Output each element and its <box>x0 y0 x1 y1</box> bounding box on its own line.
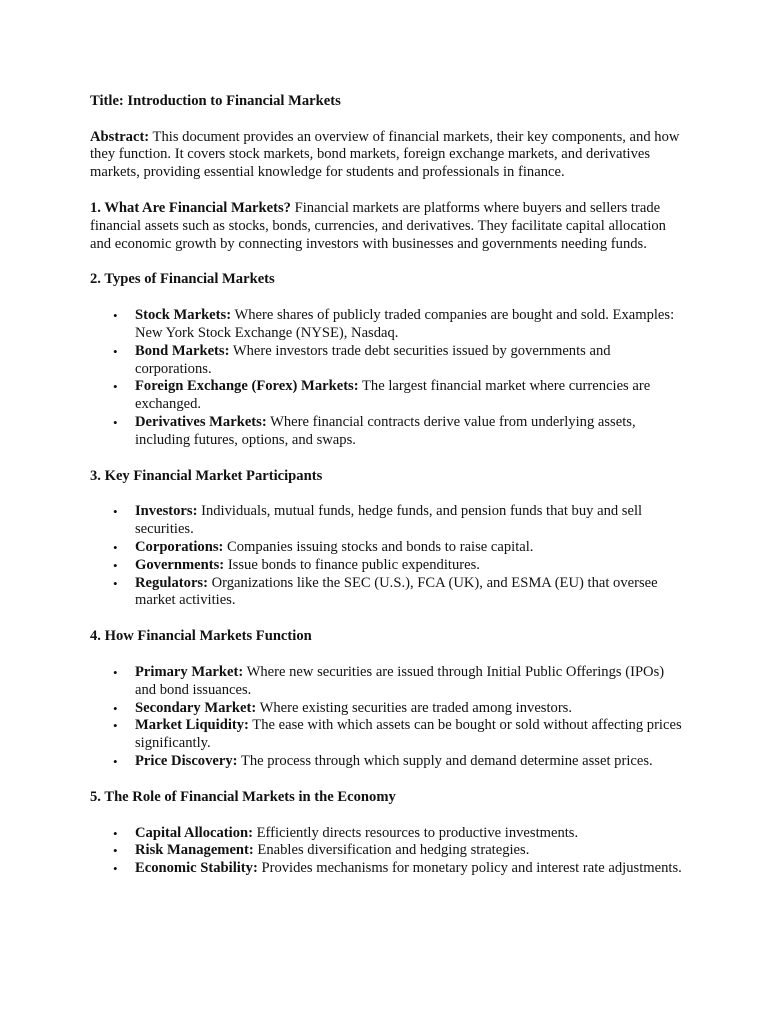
list-item-term: Regulators: <box>135 574 208 591</box>
list-item-text: Enables diversification and hedging strategies. <box>253 842 530 859</box>
bullet-icon: • <box>113 664 118 680</box>
list-item <box>113 307 682 343</box>
list-item-text: Where financial contracts derive value from underlying assets, including futures, options, and swaps. <box>135 413 636 448</box>
section-5-list <box>90 825 682 878</box>
list-item <box>113 663 682 700</box>
bullet-icon: • <box>113 700 118 716</box>
section-2-list <box>90 307 682 449</box>
bullet-icon: • <box>113 343 118 359</box>
list-item-text: Where new securities are issued through Initial Public Offerings (IPOs) and bond issuances. <box>135 663 665 698</box>
bullet-icon: • <box>113 861 118 877</box>
section-5-heading: 5. The Role of Financial Markets in the Economy <box>90 788 396 805</box>
list-item-text: Efficiently directs resources to productive investments. <box>252 824 579 841</box>
abstract-paragraph <box>90 129 682 182</box>
document-title: Title: Introduction to Financial Markets <box>90 93 341 109</box>
list-item-term: Governments: <box>135 556 225 573</box>
section-1-text: Financial markets are platforms where buyers and sellers trade financial assets such as stocks, bonds, currencies, and derivatives. They facilitate capital allocation and economic growth by connecting investors with businesses and governments needing funds. <box>90 199 666 252</box>
list-item-text: Individuals, mutual funds, hedge funds, and pension funds that buy and sell securities. <box>135 503 643 538</box>
bullet-icon: • <box>113 825 118 841</box>
section-4-heading: 4. How Financial Markets Function <box>90 628 312 645</box>
document-page <box>90 93 682 896</box>
list-item <box>113 824 682 843</box>
list-item <box>113 342 682 379</box>
list-item-term: Market Liquidity: <box>135 717 249 734</box>
list-item-term: Economic Stability: <box>135 860 258 877</box>
bullet-icon: • <box>113 575 118 591</box>
section-1-paragraph <box>90 200 682 253</box>
bullet-icon: • <box>113 308 118 324</box>
list-item-text: The process through which supply and demand determine asset prices. <box>237 752 653 769</box>
list-item-term: Corporations: <box>135 538 224 555</box>
list-item <box>113 413 682 450</box>
bullet-icon: • <box>113 414 118 430</box>
list-item <box>113 503 682 539</box>
list-item <box>113 699 682 718</box>
list-item-term: Stock Markets: <box>135 307 232 324</box>
list-item <box>113 574 682 611</box>
list-item-text: The largest financial market where currencies are exchanged. <box>135 378 651 413</box>
list-item-text: Where investors trade debt securities issued by governments and corporations. <box>135 342 611 377</box>
bullet-icon: • <box>113 557 118 573</box>
list-item <box>113 556 682 575</box>
list-item <box>113 538 682 557</box>
list-item-term: Foreign Exchange (Forex) Markets: <box>135 378 359 395</box>
list-item <box>113 842 682 860</box>
list-item <box>113 752 682 771</box>
list-item <box>113 378 682 414</box>
list-item-term: Derivatives Markets: <box>135 413 267 430</box>
list-item-text: Organizations like the SEC (U.S.), FCA (UK), and ESMA (EU) that oversee market activities. <box>135 574 658 609</box>
section-4-list <box>90 664 682 771</box>
section-3-list <box>90 503 682 610</box>
bullet-icon: • <box>113 843 118 859</box>
list-item <box>113 717 682 753</box>
list-item-term: Primary Market: <box>135 663 244 680</box>
list-item-text: Issue bonds to finance public expenditures. <box>224 556 480 573</box>
bullet-icon: • <box>113 539 118 555</box>
list-item-term: Risk Management: <box>135 842 254 859</box>
list-item-text: Provides mechanisms for monetary policy and interest rate adjustments. <box>257 860 682 877</box>
list-item-text: Where existing securities are traded among investors. <box>256 699 573 716</box>
list-item-text: Where shares of publicly traded companies are bought and sold. Examples: New York Stock Exchange (NYSE), Nasdaq. <box>135 307 675 341</box>
list-item-text: Companies issuing stocks and bonds to raise capital. <box>223 538 534 555</box>
list-item-term: Investors: <box>135 503 198 520</box>
abstract-text: This document provides an overview of financial markets, their key components, and how they function. It covers stock markets, bond markets, foreign exchange markets, and derivatives markets, providing essential knowledge for students and professionals in finance. <box>90 128 680 181</box>
bullet-icon: • <box>113 753 118 769</box>
list-item-term: Secondary Market: <box>135 699 257 716</box>
list-item-text: The ease with which assets can be bought or sold without affecting prices significantly. <box>135 717 682 752</box>
section-1-heading: 1. What Are Financial Markets? <box>90 199 291 216</box>
bullet-icon: • <box>113 504 118 520</box>
list-item-term: Capital Allocation: <box>135 824 253 841</box>
section-2-heading: 2. Types of Financial Markets <box>90 271 275 288</box>
list-item <box>113 860 682 878</box>
bullet-icon: • <box>113 718 118 734</box>
abstract-label: Abstract: <box>90 128 150 145</box>
list-item-term: Bond Markets: <box>135 342 230 359</box>
section-3-heading: 3. Key Financial Market Participants <box>90 467 323 484</box>
bullet-icon: • <box>113 379 118 395</box>
list-item-term: Price Discovery: <box>135 752 238 769</box>
